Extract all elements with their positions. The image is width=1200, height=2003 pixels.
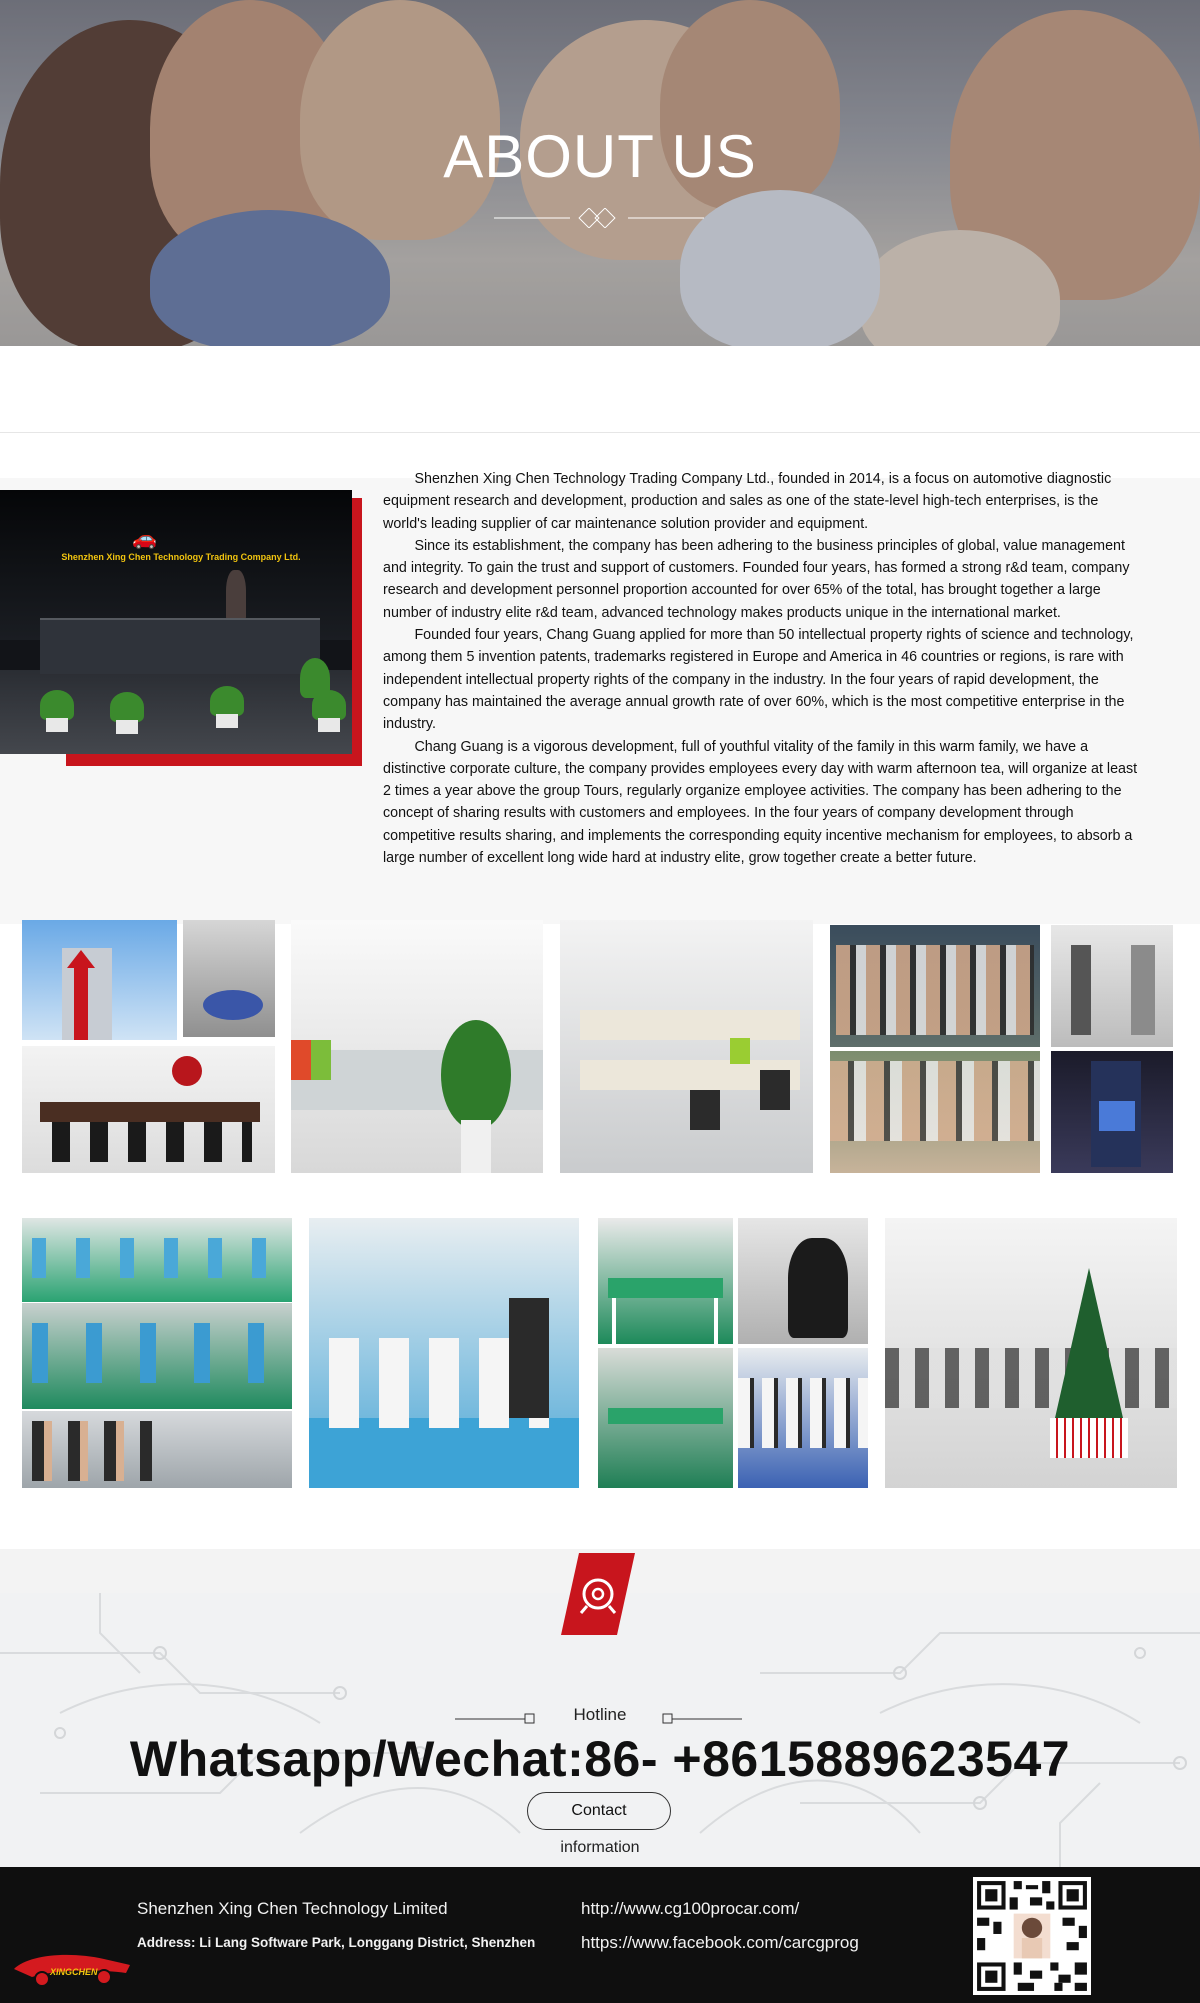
gallery-photo-product-display: [1051, 1051, 1173, 1173]
section-divider: [0, 432, 1200, 433]
receptionist: [226, 570, 246, 622]
gallery-photo-workstations: [560, 920, 813, 1173]
hotline-line-right: [662, 1712, 742, 1726]
qr-code: [973, 1877, 1091, 1995]
gallery-photo-building: [22, 920, 177, 1040]
lobby-sign: Shenzhen Xing Chen Technology Trading Company Ltd.: [61, 552, 301, 562]
footer-company-name: Shenzhen Xing Chen Technology Limited: [137, 1899, 448, 1918]
hotline-badge-icon: [561, 1553, 635, 1635]
footer-facebook-link[interactable]: https://www.facebook.com/carcgprog: [581, 1933, 859, 1952]
site-footer: [0, 1867, 1200, 2003]
svg-text:XINGCHEN: XINGCHEN: [50, 1967, 98, 1977]
hero-divider-ornament: [494, 208, 704, 228]
gallery-photo-workbench: [598, 1218, 733, 1344]
about-paragraph: Since its establishment, the company has been adhering to the business principles of global, value management and integrity. To gain the trust and support of customers. Founded four years, has formed a strong r&d team, company research and development personnel proportion accounted for over 65% of the total, has brought together a large number of industry elite r&d team, advanced technology makes products unique in the international market.: [383, 537, 1130, 621]
gallery-photo-production-line: [22, 1218, 292, 1302]
contact-button[interactable]: Contact: [527, 1792, 671, 1830]
gallery-photo-office: [291, 920, 543, 1173]
reception-desk: [40, 618, 320, 674]
hotline-label: Hotline: [573, 1705, 627, 1724]
gallery-photo-staff: [1051, 925, 1173, 1047]
gallery-photo-meeting-room: [22, 1046, 275, 1173]
gallery-photo-cleanroom: [309, 1218, 579, 1488]
gallery-photo-team-dinner: [830, 1051, 1040, 1173]
gallery-photo-christmas-office: [885, 1218, 1177, 1488]
gallery-photo-showroom: [183, 920, 275, 1037]
gallery-photo-microscope: [738, 1218, 868, 1344]
xingchen-logo: [8, 1945, 138, 1989]
company-lobby-photo: [0, 490, 352, 754]
gallery-photo-team: [830, 925, 1040, 1047]
about-paragraph: Shenzhen Xing Chen Technology Trading Company Ltd., founded in 2014, is a focus on automotive diagnostic equipment research and development, production and sales as one of the state-level high-tech enterprises, is the world's leading supplier of car maintenance solution provider and equipment.: [383, 471, 1112, 532]
gallery-photo-workers: [738, 1348, 868, 1488]
car-logo-icon: 🚗: [132, 528, 157, 550]
gallery-photo-empty-line: [598, 1348, 733, 1488]
page-title: ABOUT US: [443, 123, 757, 190]
footer-website-link[interactable]: http://www.cg100procar.com/: [581, 1899, 800, 1918]
hotline-number: Whatsapp/Wechat:86- +8615889623547: [129, 1731, 1071, 1787]
hotline-line-left: [455, 1712, 535, 1726]
gallery-photo-assembly: [22, 1303, 292, 1409]
about-description: [383, 468, 1143, 869]
footer-address: Address: Li Lang Software Park, Longgang District, Shenzhen: [137, 1935, 536, 1950]
hero-banner: [0, 0, 1200, 346]
gallery-photo-inspection: [22, 1411, 292, 1488]
about-paragraph: Chang Guang is a vigorous development, full of youthful vitality of the family in this warm family, we have a distinctive corporate culture, the company provides employees every day with warm afternoon tea, will organize at least 2 times a year above the group Tours, regularly organize employee activities. The company has been adhering to the concept of sharing results with customers and employees. In the four years of company development through competitive results sharing, and implements the corresponding equity incentive mechanism for employees, to absorb a large number of excellent long wide hard at industry elite, grow together create a better future.: [383, 738, 1138, 867]
about-paragraph: Founded four years, Chang Guang applied for more than 50 intellectual property rights of science and technology, among them 5 invention patents, trademarks registered in Europe and America in 46 countries or regions, is rare with independent intellectual property rights of the company in the industry. In the four years of rapid development, the company has maintained the average annual growth rate of over 60%, which is the most competitive enterprise in the industry.: [383, 627, 1134, 733]
information-label: information: [560, 1839, 640, 1856]
